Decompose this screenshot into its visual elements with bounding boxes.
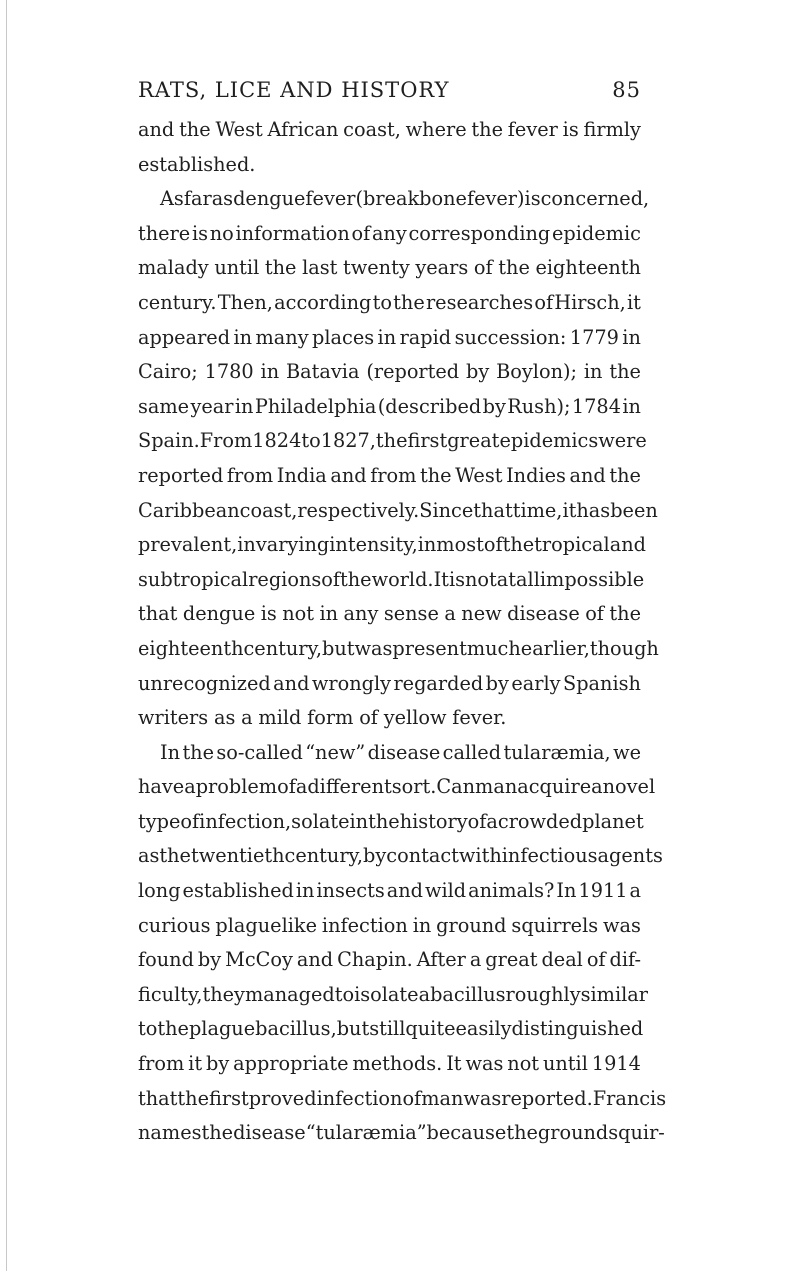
text-line: Caribbean coast, respectively. Since that time, it has been bbox=[138, 498, 658, 522]
text-line: there is no information of any corresponding epidemic bbox=[138, 221, 641, 245]
text-line: long established in insects and wild animals? In 1911 a bbox=[138, 879, 641, 903]
text-line: names the disease “tularæmia” because the ground squir- bbox=[138, 1121, 665, 1145]
text-line: ficulty, they managed to isolate a bacillus roughly similar bbox=[138, 982, 649, 1006]
text-line: found by McCoy and Chapin. After a great deal of dif- bbox=[138, 948, 641, 972]
text-line: to the plague bacillus, but still quite easily distinguished bbox=[138, 1017, 644, 1041]
running-header bbox=[138, 78, 641, 110]
text-line: subtropical regions of the world. It is not at all impossible bbox=[138, 567, 645, 591]
text-line: established. bbox=[138, 152, 256, 176]
text-line: century. Then, according to the researches of Hirsch, it bbox=[138, 290, 641, 314]
text-line: As far as dengue fever (breakbone fever) is concerned, bbox=[160, 187, 650, 211]
text-line: Cairo; 1780 in Batavia (reported by Boylon); in the bbox=[138, 360, 641, 384]
text-line: as the twentieth century, by contact with infectious agents bbox=[138, 844, 663, 868]
text-line: have a problem of a different sort. Can man acquire a novel bbox=[138, 775, 656, 799]
text-line: from it by appropriate methods. It was not until 1914 bbox=[138, 1052, 641, 1076]
text-line: eighteenth century, but was present much earlier, though bbox=[138, 636, 659, 660]
page-number: 85 bbox=[612, 78, 641, 102]
text-line: unrecognized and wrongly regarded by early Spanish bbox=[138, 671, 641, 695]
text-line: writers as a mild form of yellow fever. bbox=[138, 706, 507, 730]
text-line: that dengue is not in any sense a new disease of the bbox=[138, 602, 641, 626]
text-line: same year in Philadelphia (described by Rush); 1784 in bbox=[138, 394, 641, 418]
text-line: Spain. From 1824 to 1827, the first great epidemics were bbox=[138, 429, 647, 453]
text-line: malady until the last twenty years of the eighteenth bbox=[138, 256, 641, 280]
text-line: curious plaguelike infection in ground squirrels was bbox=[138, 913, 641, 937]
text-line: that the first proved infection of man was reported. Francis bbox=[138, 1086, 667, 1110]
text-line: In the so-called “new” disease called tularæmia, we bbox=[160, 740, 641, 764]
text-line: reported from India and from the West Indies and the bbox=[138, 463, 641, 487]
text-line: prevalent, in varying intensity, in most of the tropical and bbox=[138, 533, 646, 557]
body-text bbox=[138, 113, 667, 1151]
text-line: appeared in many places in rapid succession: 1779 in bbox=[138, 325, 641, 349]
page-gutter-line bbox=[6, 0, 7, 1271]
text-line: and the West African coast, where the fever is firmly bbox=[138, 118, 641, 141]
text-line: type of infection, so late in the history of a crowded planet bbox=[138, 809, 644, 833]
running-title: RATS, LICE AND HISTORY bbox=[138, 78, 450, 102]
